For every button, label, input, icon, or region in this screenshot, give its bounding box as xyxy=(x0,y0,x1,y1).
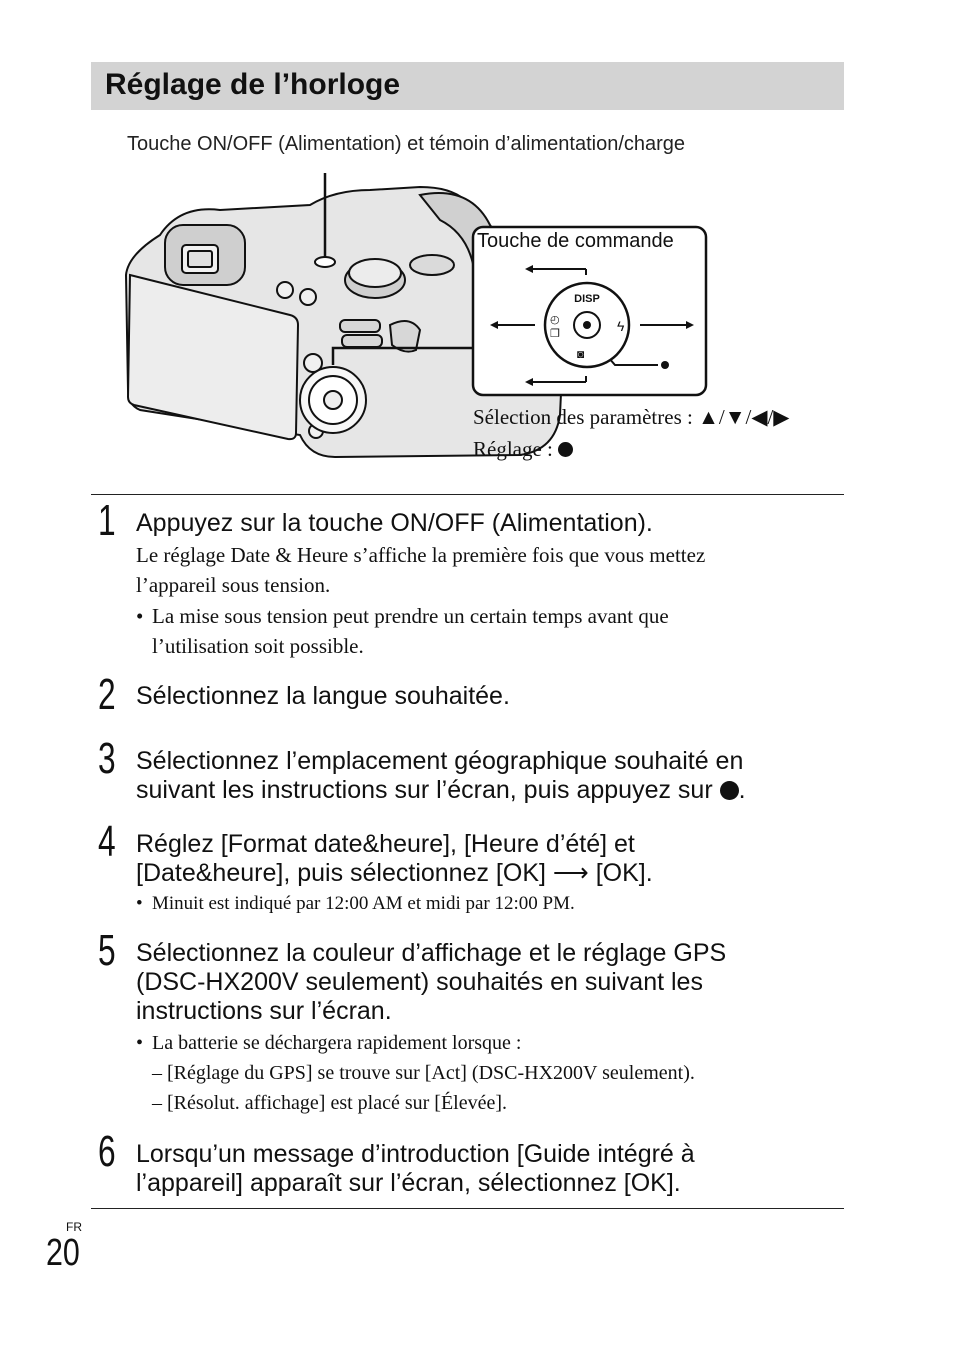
step-5-bullet: La batterie se déchargera rapidement lorsque : xyxy=(152,1032,522,1054)
step-3-title: Sélectionnez l’emplacement géographique souhaité en suivant les instructions sur l’écran, puis appuyez sur . xyxy=(136,747,846,805)
setting-instruction xyxy=(473,437,573,462)
step-6-title-line-2: l’appareil] apparaît sur l’écran, sélectionnez [OK]. xyxy=(136,1169,681,1197)
step-5-title-line-1: Sélectionnez la couleur d’affichage et le réglage GPS xyxy=(136,939,727,967)
step-4-title-line-3: [OK]. xyxy=(595,859,653,887)
step-1-bullet xyxy=(152,601,842,661)
drive-mode-icon: ❐ xyxy=(550,328,560,340)
step-4-title-line-2: [Date&heure], puis sélectionnez [OK] xyxy=(136,859,546,887)
step-4-bullet: Minuit est indiqué par 12:00 AM et midi par 12:00 PM. xyxy=(152,893,575,914)
self-timer-icon: ◴ xyxy=(550,314,560,326)
step-6-title-line-1: Lorsqu’un message d’introduction [Guide intégré à xyxy=(136,1140,695,1168)
step-5-title-line-3: instructions sur l’écran. xyxy=(136,997,392,1025)
selection-instruction: Sélection des paramètres : ▲/▼/◀/▶ xyxy=(473,405,790,429)
step-6-number: 6 xyxy=(98,1127,116,1176)
center-button-icon xyxy=(558,442,573,457)
step-3-title-line-1: Sélectionnez l’emplacement géographique souhaité en xyxy=(136,747,744,775)
power-button-caption: Touche ON/OFF (Alimentation) et témoin d’alimentation/charge xyxy=(127,133,686,155)
step-2-title: Sélectionnez la langue souhaitée. xyxy=(136,682,510,710)
step-4-title-line-1: Réglez [Format date&heure], [Heure d’été] et xyxy=(136,830,635,858)
step-5-sub-bullet-2: – [Résolut. affichage] est placé sur [Élevée]. xyxy=(152,1092,508,1114)
divider-top xyxy=(91,494,844,495)
section-title-bar xyxy=(91,62,844,110)
step-6-title xyxy=(136,1140,846,1198)
step-5-title-line-2: (DSC-HX200V seulement) souhaités en suivant les xyxy=(136,968,703,996)
control-callout-label: Touche de commande xyxy=(477,230,674,252)
step-1-bullet-line-2: l’utilisation soit possible. xyxy=(152,634,364,658)
right-arrow-icon: ⟶ xyxy=(552,859,589,887)
step-1-bullet-line-1: La mise sous tension peut prendre un certain temps avant que xyxy=(152,604,669,628)
step-4-bullet-marker: • xyxy=(136,893,143,914)
disp-label: DISP xyxy=(574,293,600,305)
step-1-body-line-2: l’appareil sous tension. xyxy=(136,573,331,597)
step-4-title xyxy=(136,830,846,888)
center-button-icon xyxy=(720,781,739,800)
section-title: Réglage de l’horloge xyxy=(105,68,401,101)
step-5-number: 5 xyxy=(98,926,116,975)
page-number: 20 xyxy=(46,1232,80,1274)
setting-label: Réglage : xyxy=(473,437,553,461)
flash-icon: ϟ xyxy=(617,318,625,334)
step-1-body xyxy=(136,540,836,600)
step-4-number: 4 xyxy=(98,817,116,866)
step-5-title xyxy=(136,939,846,1026)
step-1-bullet-marker: • xyxy=(136,604,144,628)
step-1-title: Appuyez sur la touche ON/OFF (Alimentation). xyxy=(136,509,653,537)
language-label: FR xyxy=(66,1220,82,1234)
divider-bottom xyxy=(91,1208,844,1209)
step-1-body-line-1: Le réglage Date & Heure s’affiche la première fois que vous mettez xyxy=(136,543,706,567)
step-1-number: 1 xyxy=(98,496,116,545)
step-2-number: 2 xyxy=(98,670,116,719)
photo-creativity-icon: ◙ xyxy=(577,347,585,361)
step-5-bullet-marker: • xyxy=(136,1032,144,1054)
step-3-number: 3 xyxy=(98,734,116,783)
step-3-title-line-2: suivant les instructions sur l’écran, puis appuyez sur xyxy=(136,776,713,804)
step-5-sub-bullet-1: – [Réglage du GPS] se trouve sur [Act] (DSC-HX200V seulement). xyxy=(152,1062,695,1084)
control-wheel xyxy=(545,283,629,367)
